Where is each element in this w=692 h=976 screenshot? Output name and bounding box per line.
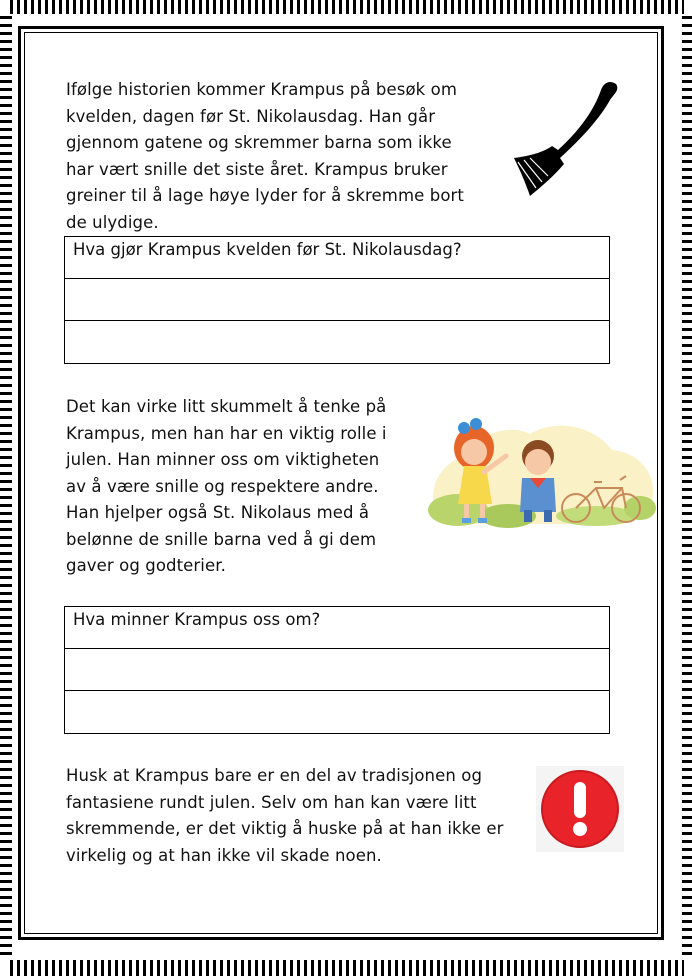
broom-icon [506, 78, 622, 200]
border-bottom-ticks [10, 952, 684, 976]
children-illustration [426, 412, 658, 534]
text-line: Husk at Krampus bare er en del av tradisjonen og [66, 766, 483, 785]
exclamation-alert-icon [536, 766, 624, 852]
question-row [65, 607, 609, 649]
text-line: Krampus, men han har en viktig rolle i [66, 423, 387, 443]
text-line: gaver og godterier. [66, 556, 226, 575]
text-line: fantasiene rundt julen. Selv om han kan være litt [66, 792, 477, 812]
text-line: Ifølge historien kommer Krampus på besøk om [66, 80, 458, 99]
text-line: gjennom gatene og skremmer barna som ikke [66, 133, 452, 152]
answer-line[interactable] [65, 649, 609, 691]
answer-line[interactable] [65, 691, 609, 733]
text-line: har vært snille det siste året. Krampus bruker [66, 159, 448, 179]
answer-line[interactable] [65, 321, 609, 363]
text-line: kvelden, dagen før St. Nikolausdag. Han går [66, 106, 436, 126]
question-box-1 [64, 236, 610, 364]
text-line: greiner til å lage høye lyder for å skremme bort [66, 186, 464, 205]
text-line: de ulydige. [66, 212, 159, 232]
text-line: Han hjelper også St. Nikolaus med å [66, 503, 370, 522]
text-line: julen. Han minner oss om viktigheten [66, 450, 380, 469]
question-row [65, 237, 609, 279]
text-line: virkelig og at han ikke vil skade noen. [66, 845, 382, 865]
question-prompt: Hva gjør Krampus kvelden før St. Nikolausdag? [73, 240, 462, 259]
border-right-ticks [674, 16, 692, 960]
role-paragraph [66, 394, 416, 580]
intro-paragraph [66, 77, 506, 236]
reminder-paragraph [66, 763, 536, 869]
text-line: skremmende, er det viktig å huske på at han ikke er [66, 819, 504, 838]
answer-line[interactable] [65, 279, 609, 321]
border-top-ticks [10, 0, 684, 22]
question-box-2 [64, 606, 610, 734]
text-line: Det kan virke litt skummelt å tenke på [66, 397, 387, 416]
question-prompt: Hva minner Krampus oss om? [73, 610, 321, 629]
text-line: belønne de snille barna ved å gi dem [66, 529, 377, 549]
text-line: av å være snille og respektere andre. [66, 476, 379, 496]
border-left-ticks [0, 16, 18, 960]
